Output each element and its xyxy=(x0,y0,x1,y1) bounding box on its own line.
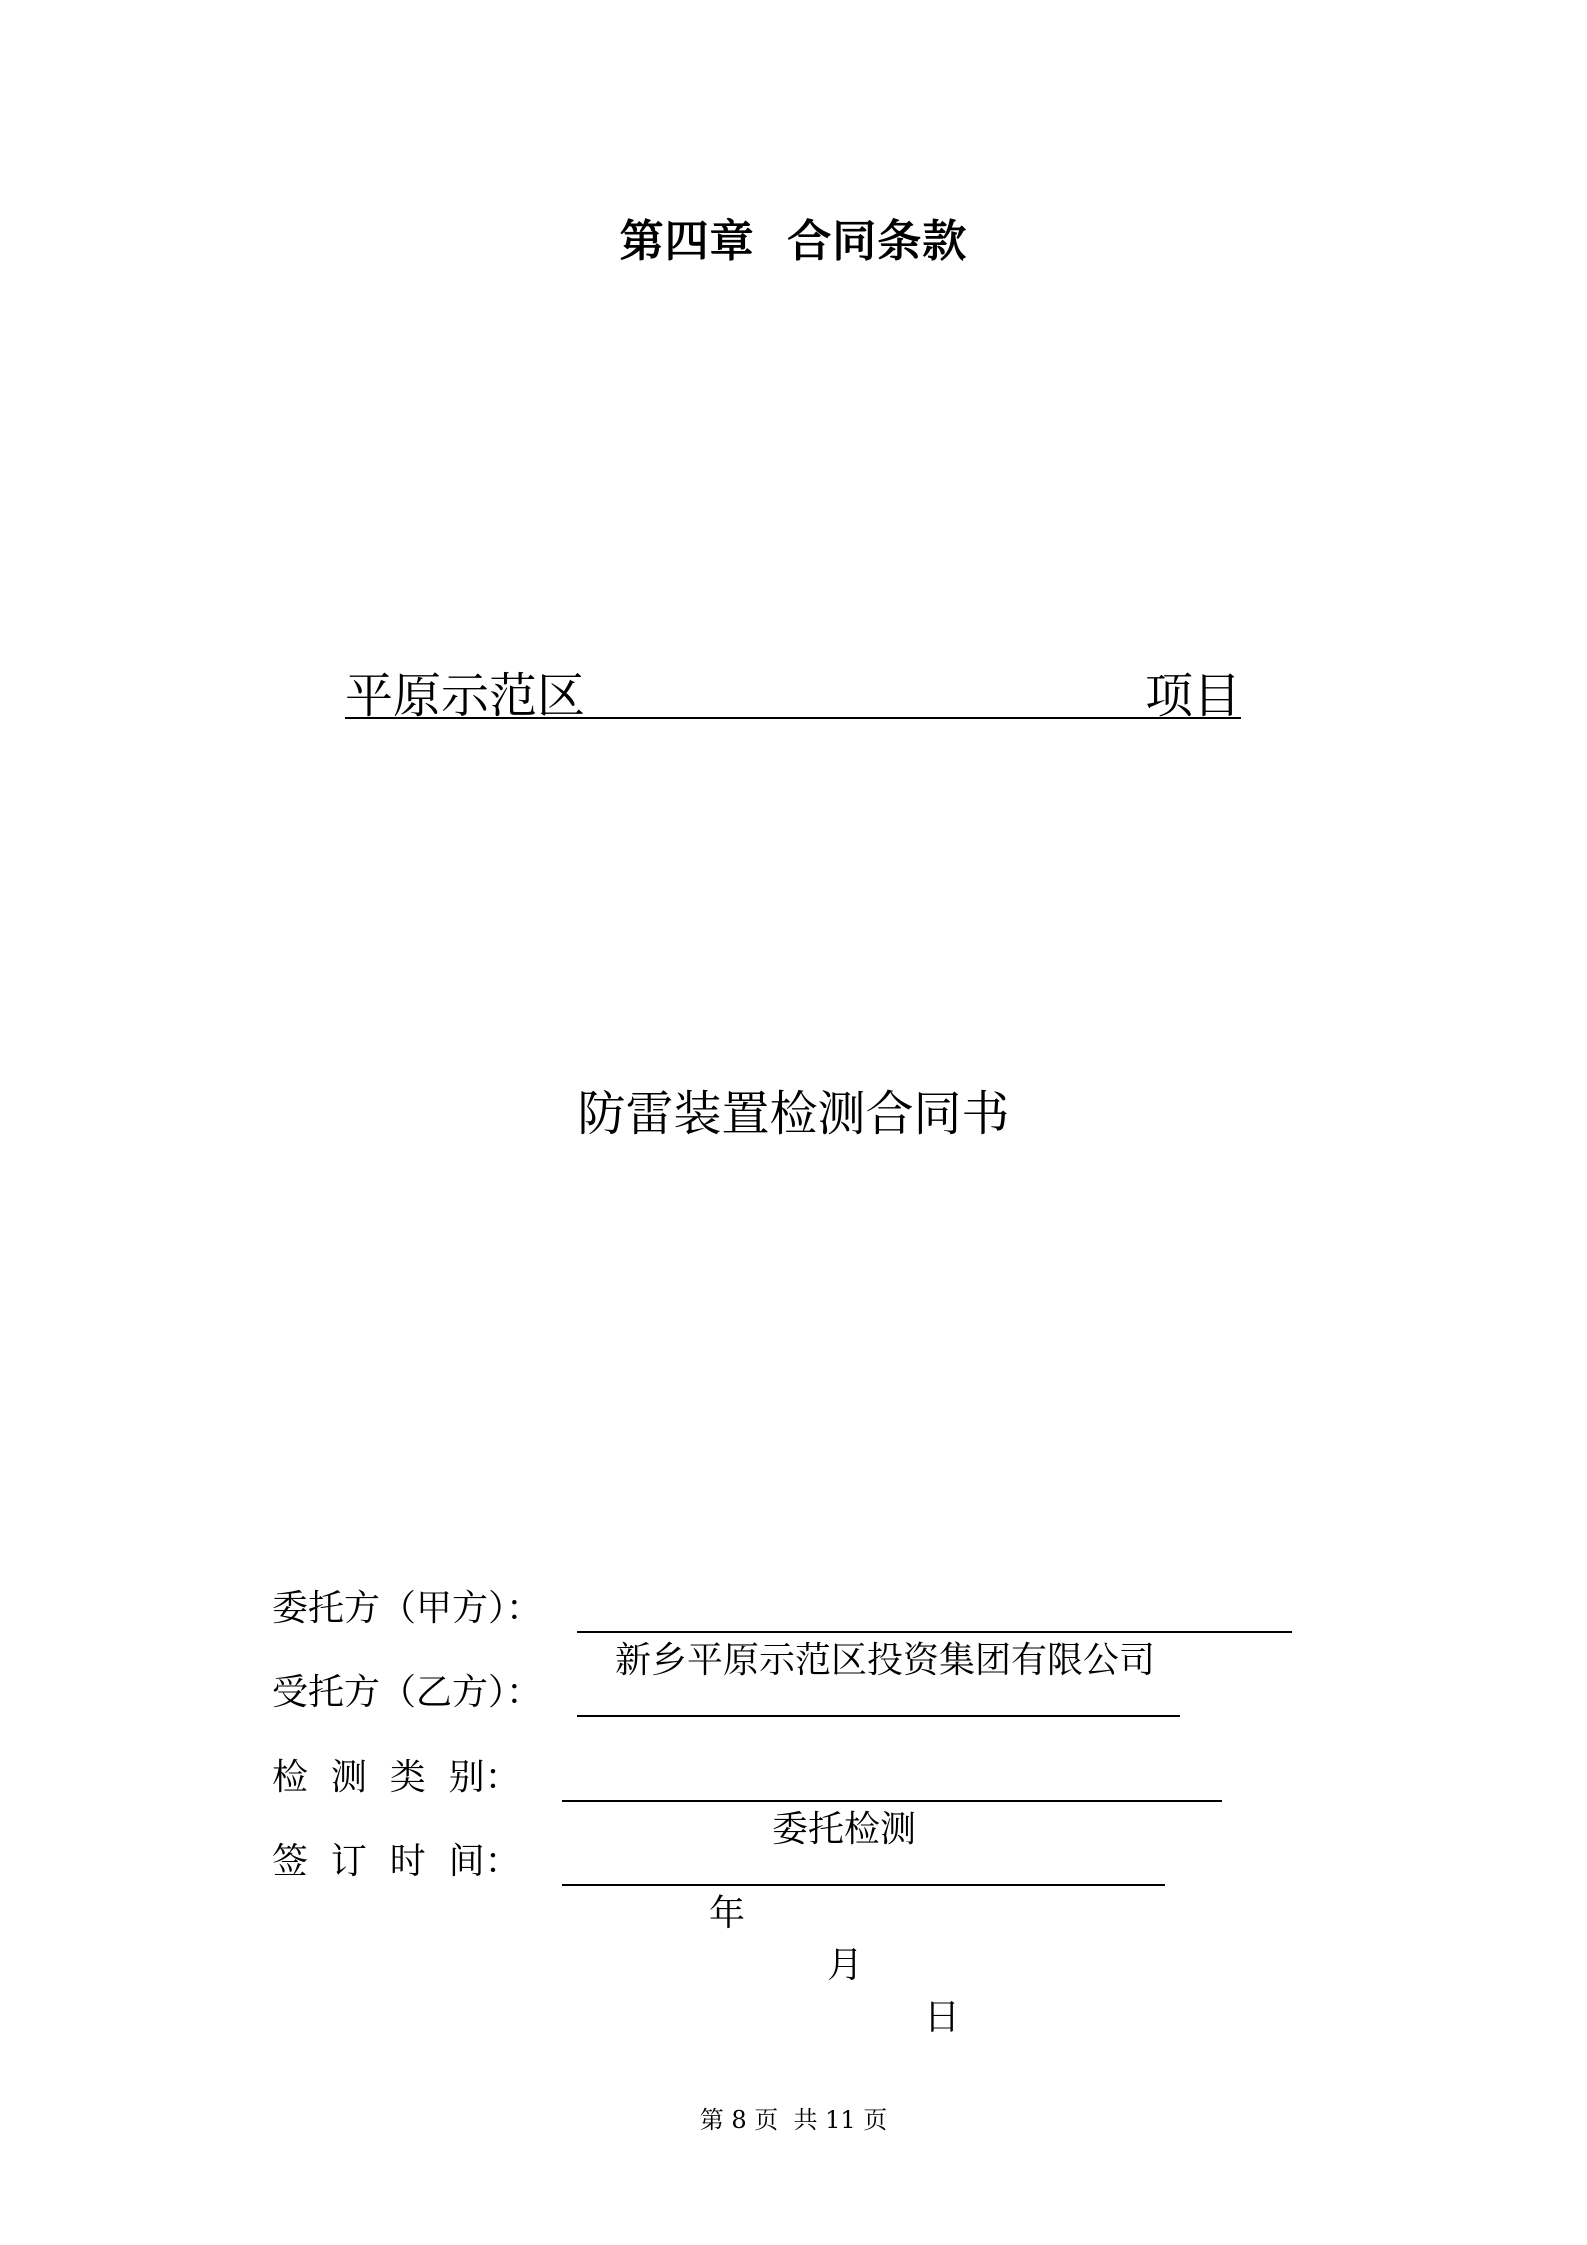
client-value: 新乡平原示范区投资集团有限公司 xyxy=(615,1640,1156,1681)
page-number-footer: 第 8 页 共 11 页 xyxy=(699,2106,888,2134)
contractor-label: 受托方（乙方）： xyxy=(272,1672,543,1713)
signing-year-label: 年 xyxy=(709,1893,746,1934)
signing-day-label: 日 xyxy=(924,1997,961,2038)
project-suffix: 项目 xyxy=(1144,668,1241,724)
chapter-title: 第四章 合同条款 xyxy=(619,216,968,267)
inspection-type-value-line xyxy=(562,1752,1222,1850)
project-name: 平原示范区 xyxy=(345,668,586,724)
signing-date-value-line xyxy=(562,1836,1165,2038)
contractor-value-line xyxy=(577,1667,1180,1717)
document-title: 防雷装置检测合同书 xyxy=(577,1086,1010,1142)
signing-date-label: 签 订 时 间： xyxy=(272,1841,521,1882)
client-value-line xyxy=(577,1583,1292,1681)
inspection-type-value: 委托检测 xyxy=(772,1809,917,1850)
inspection-type-label: 检 测 类 别： xyxy=(272,1757,521,1798)
project-name-line xyxy=(345,655,1241,724)
signing-month-label: 月 xyxy=(827,1945,864,1986)
client-label: 委托方（甲方）： xyxy=(272,1588,543,1629)
